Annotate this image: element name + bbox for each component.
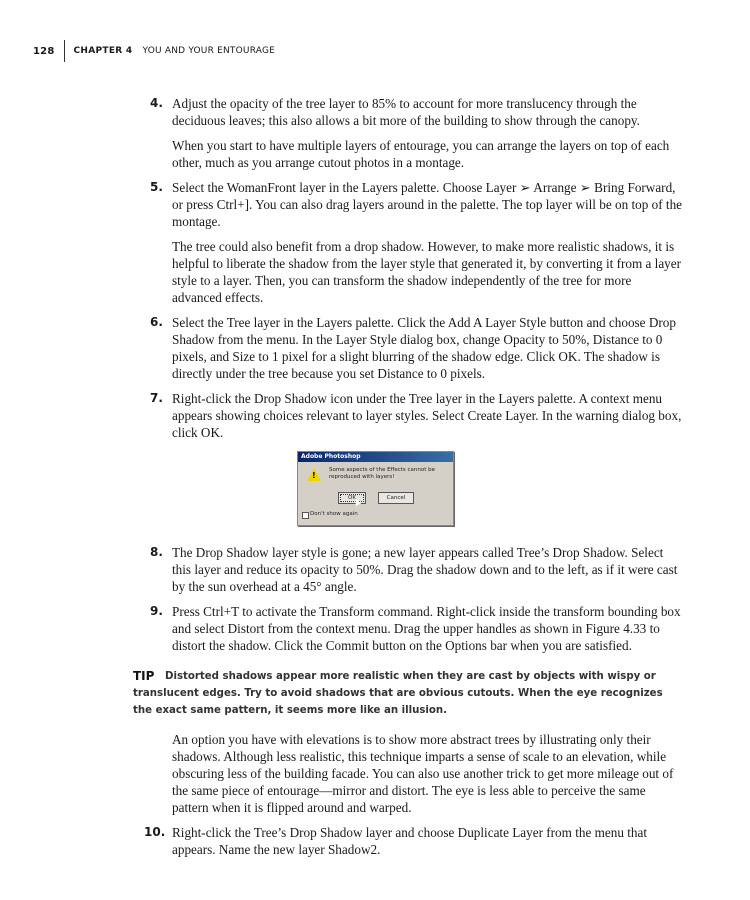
step-note: When you start to have multiple layers of entourage, you can arrange the layers on top of each other, much as you arrange cutout photos in a montage.: [172, 138, 670, 170]
tip-text: Distorted shadows appear more realistic when they are cast by objects with wispy or translucent edges. Try to avoid shadows that are obvious cutouts. When the eye recognizes the exact same pattern, it seems more like an illusion.: [133, 671, 663, 716]
dont-show-label: Don't show again: [310, 511, 358, 517]
tip-box: [0, 668, 673, 719]
step-text: Adjust the opacity of the tree layer to 85% to account for more translucency through the deciduous leaves; this also allows a bit more of the building to show through the canopy.: [172, 96, 640, 128]
ok-button[interactable]: OK: [338, 492, 366, 504]
figure-dialog: [0, 451, 750, 526]
page-body: [0, 95, 750, 866]
tip-label: TIP: [133, 669, 155, 683]
photoshop-warning-dialog: [297, 451, 454, 526]
step-9: [0, 603, 684, 654]
step-number: 9.: [150, 604, 163, 618]
running-header: [33, 40, 275, 62]
step-text: Select the WomanFront layer in the Layers palette. Choose Layer ➢ Arrange ➢ Bring Forward, or press Ctrl+]. You can also drag layers around in the palette. The top layer will be on top of the montage.: [172, 180, 683, 229]
step-text: Right-click the Drop Shadow icon under the Tree layer in the Layers palette. A context menu appears showing choices relevant to layer styles. Select Create Layer. In the warning dialog box, click OK.: [172, 391, 682, 440]
step-note: The tree could also benefit from a drop shadow. However, to make more realistic shadows, it is helpful to liberate the shadow from the layer style that generated it, by converting it from a layer style to a layer. Then, you can transform the shadow independently of the tree for more advanced effects.: [172, 239, 682, 305]
step-text: Press Ctrl+T to activate the Transform command. Right-click inside the transform bounding box and select Distort from the context menu. Drag the upper handles as shown in Figure 4.33 to distort the shadow. Click the Commit button on the Options bar when you are satisfied.: [172, 604, 681, 653]
page-number: 128: [33, 45, 55, 57]
step-number: 7.: [150, 391, 163, 405]
step-4: [0, 95, 684, 171]
step-text: Right-click the Tree’s Drop Shadow layer and choose Duplicate Layer from the menu that appears. Name the new layer Shadow2.: [172, 825, 647, 857]
step-number: 10.: [144, 825, 166, 839]
step-number: 5.: [150, 180, 163, 194]
dialog-title: Adobe Photoshop: [298, 452, 453, 462]
dialog-message: Some aspects of the Effects cannot be reproduced with layers!: [329, 467, 436, 480]
cancel-button[interactable]: Cancel: [378, 492, 414, 504]
step-number: 8.: [150, 545, 163, 559]
step-7: [0, 390, 684, 441]
step-text: The Drop Shadow layer style is gone; a new layer appears called Tree’s Drop Shadow. Select this layer and reduce its opacity to 50%. Drag the shadow down and to the left, as if it were cast by the sun overhead at a 45° angle.: [172, 545, 678, 594]
step-8: [0, 544, 684, 595]
chapter-title: YOU AND YOUR ENTOURAGE: [142, 46, 276, 56]
step-number: 6.: [150, 315, 163, 329]
chapter-label: CHAPTER 4: [73, 46, 133, 56]
step-text: Select the Tree layer in the Layers palette. Click the Add A Layer Style button and choose Drop Shadow from the menu. In the Layer Style dialog box, change Opacity to 50%, Distance to 0 pixels, and Size to 1 pixel for a slight blurring of the shadow edge. Click OK. The shadow is directly under the tree because you set Distance to 0 pixels.: [172, 315, 676, 381]
step-number: 4.: [150, 96, 163, 110]
step-5: [0, 179, 684, 306]
body-paragraph: An option you have with elevations is to show more abstract trees by illustrating only their shadows. Although less realistic, this technique imparts a sense of scale to an elevation, while obscuring less of the building facade. You can also use another trick to get more mileage out of the same piece of entourage—mirror and distort. The eye is less able to perceive the same pattern when it is flipped around and warped.: [172, 732, 674, 815]
dont-show-checkbox[interactable]: [302, 512, 309, 519]
header-divider: [64, 40, 65, 62]
step-10: [0, 824, 684, 858]
warning-icon-mark: !: [312, 471, 316, 480]
step-6: [0, 314, 684, 382]
